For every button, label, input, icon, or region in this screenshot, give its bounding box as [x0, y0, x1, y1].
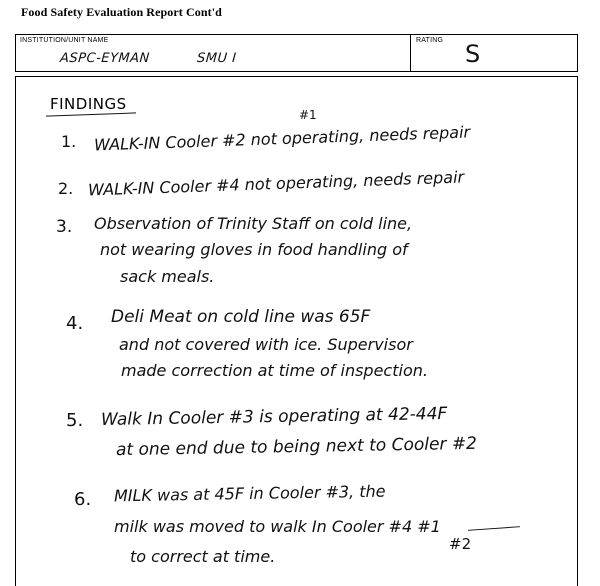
institution-label: INSTITUTION/UNIT NAME	[20, 37, 109, 44]
finding-line: milk was moved to walk In Cooler #4 #1	[114, 517, 441, 536]
finding-line: made correction at time of inspection.	[121, 361, 428, 380]
rating-label: RATING	[416, 37, 444, 44]
finding-line: Walk In Cooler #3 is operating at 42-44F	[100, 403, 448, 431]
finding-line: WALK-IN Cooler #2 not operating, needs repair	[93, 122, 471, 155]
finding-number: 2.	[58, 179, 74, 198]
finding-line: and not covered with ice. Supervisor	[119, 335, 413, 354]
findings-heading: FINDINGS	[50, 95, 127, 113]
finding-number: 5.	[66, 410, 84, 431]
finding-number: 3.	[56, 217, 73, 237]
finding-correction: #2	[449, 535, 472, 553]
finding-correction: #1	[299, 108, 317, 122]
finding-line: Deli Meat on cold line was 65F	[111, 307, 371, 327]
unit-name: SMU I	[196, 51, 238, 66]
finding-line: sack meals.	[120, 267, 215, 286]
finding-line: WALK-IN Cooler #4 not operating, needs repair	[87, 167, 465, 200]
header-divider	[410, 35, 411, 71]
finding-line: at one end due to being next to Cooler #2	[115, 433, 478, 461]
finding-line: Observation of Trinity Staff on cold line,	[94, 214, 413, 233]
institution-value	[59, 51, 237, 66]
strike-through	[468, 526, 520, 531]
institution-name: ASPC-EYMAN	[59, 51, 151, 66]
finding-number: 1.	[61, 132, 77, 151]
header-box	[15, 34, 578, 72]
finding-line: not wearing gloves in food handling of	[100, 240, 408, 259]
finding-line: to correct at time.	[130, 547, 276, 566]
findings-underline	[46, 112, 136, 116]
findings-box	[15, 76, 578, 586]
finding-number: 6.	[74, 489, 92, 510]
finding-line: MILK was at 45F in Cooler #3, the	[113, 481, 386, 506]
finding-number: 4.	[66, 313, 84, 334]
report-title: Food Safety Evaluation Report Cont'd	[21, 5, 222, 19]
rating-value: S	[465, 40, 481, 68]
